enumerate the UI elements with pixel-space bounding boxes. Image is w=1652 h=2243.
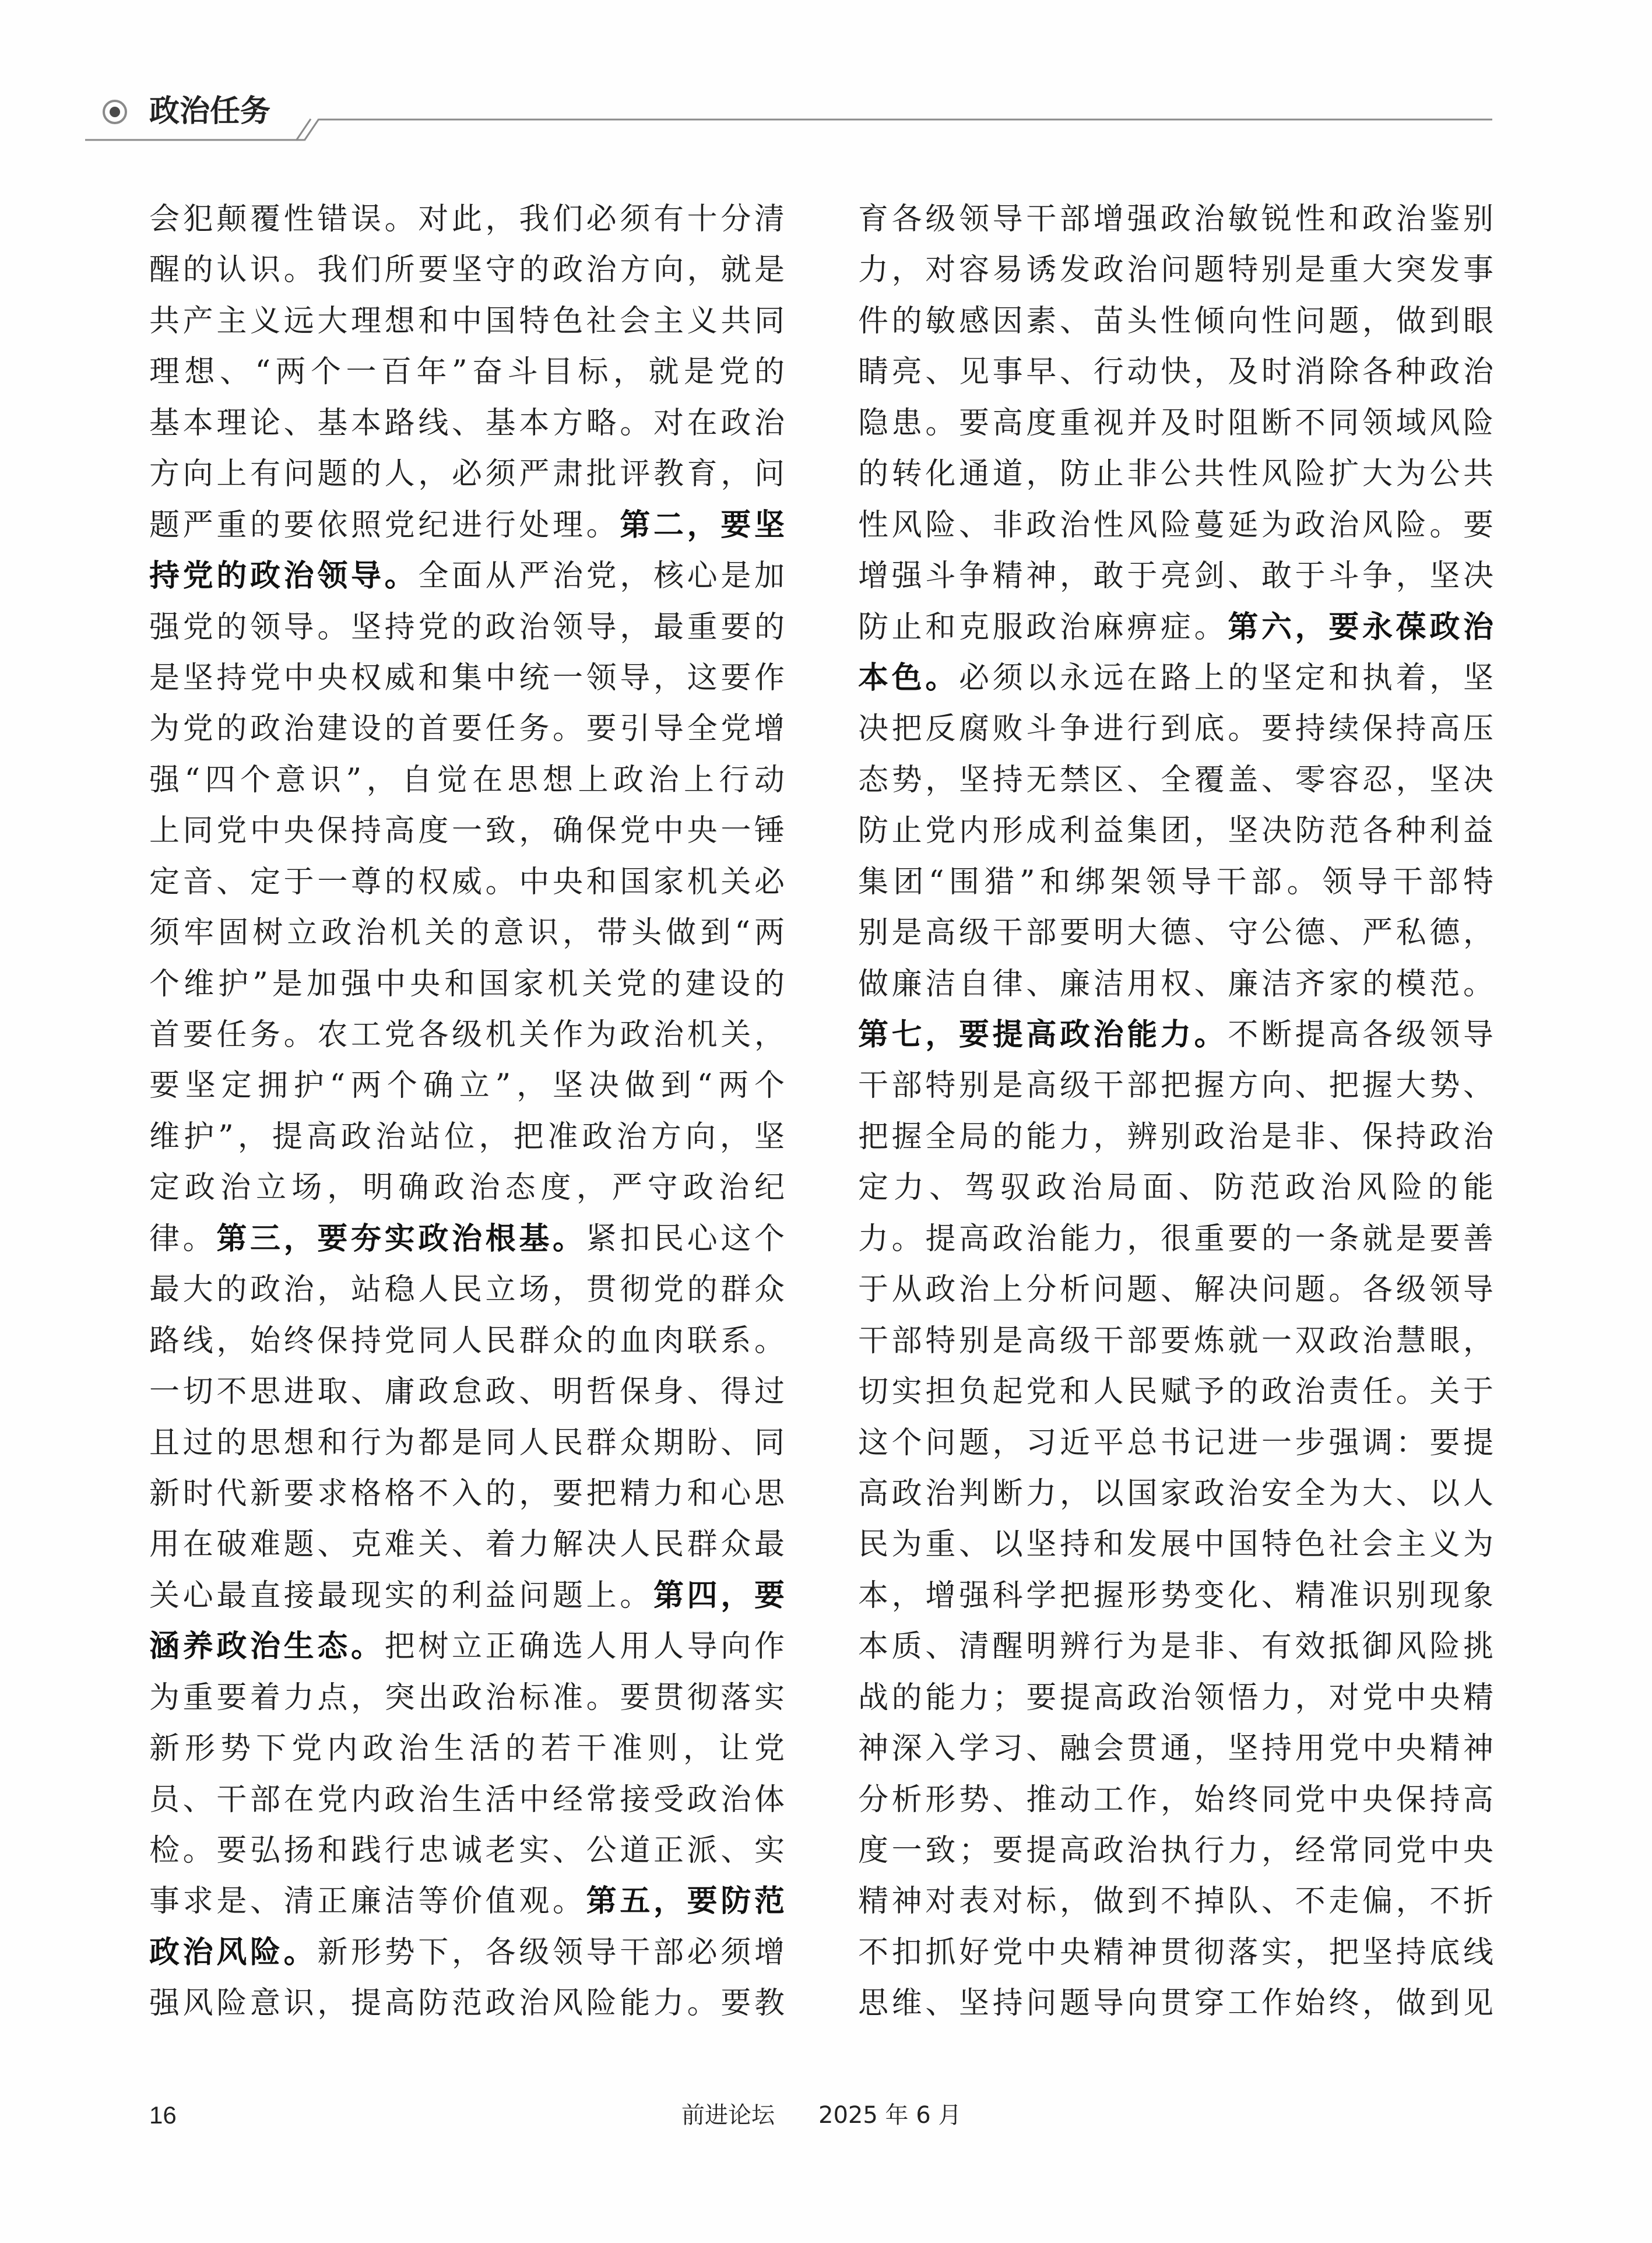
text-line: 育各级领导干部增强政治敏锐性和政治鉴别 bbox=[858, 202, 1493, 237]
text-line: 基本理论、基本路线、基本方略。对在政治 bbox=[149, 405, 785, 441]
text-line: 集团“围猎”和绑架领导干部。领导干部特 bbox=[858, 864, 1493, 900]
text-line: 强党的领导。坚持党的政治领导，最重要的 bbox=[149, 609, 785, 645]
text-run: 紧扣民心这个 bbox=[586, 1221, 785, 1256]
text-line: 干部特别是高级干部把握方向、把握大势、 bbox=[858, 1068, 1493, 1104]
text-line: 决把反腐败斗争进行到底。要持续保持高压 bbox=[858, 711, 1493, 747]
emphasis-heading: 第五，要防范 bbox=[586, 1884, 785, 1919]
text-line bbox=[858, 602, 1493, 653]
text-line: 分析形势、推动工作，始终同党中央保持高 bbox=[858, 1782, 1493, 1817]
text-line: 不扣抓好党中央精神贯彻落实，把坚持底线 bbox=[858, 1935, 1493, 1970]
footer-masthead bbox=[681, 2100, 961, 2131]
text-line: 别是高级干部要明大德、守公德、严私德， bbox=[858, 915, 1493, 951]
text-run: 把树立正确选人用人导向作 bbox=[384, 1629, 785, 1665]
text-line: 定政治立场，明确政治态度，严守政治纪 bbox=[149, 1170, 785, 1206]
text-line: 战的能力；要提高政治领悟力，对党中央精 bbox=[858, 1680, 1493, 1715]
emphasis-heading: 第六，要永葆政治 bbox=[1228, 609, 1493, 645]
header-rule-slash bbox=[296, 119, 311, 141]
text-line: 干部特别是高级干部要炼就一双政治慧眼， bbox=[858, 1323, 1493, 1359]
text-run: 题严重的要依照党纪进行处理。 bbox=[149, 507, 620, 543]
text-line bbox=[149, 1571, 785, 1621]
text-line: 睛亮、见事早、行动快，及时消除各种政治 bbox=[858, 354, 1493, 390]
text-line: 检。要弘扬和践行忠诚老实、公道正派、实 bbox=[149, 1833, 785, 1868]
text-line: 路线，始终保持党同人民群众的血肉联系。 bbox=[149, 1323, 785, 1359]
text-line: 最大的政治，站稳人民立场，贯彻党的群众 bbox=[149, 1272, 785, 1308]
text-run: 必须以永远在路上的坚定和执着，坚 bbox=[959, 660, 1493, 696]
text-line: 增强斗争精神，敢于亮剑、敢于斗争，坚决 bbox=[858, 559, 1493, 594]
issue-date: 2025 年 6 月 bbox=[818, 2102, 962, 2129]
text-line bbox=[149, 1214, 785, 1265]
text-line: 神深入学习、融会贯通，坚持用党中央精神 bbox=[858, 1731, 1493, 1767]
text-run: 不断提高各级领导 bbox=[1228, 1017, 1493, 1052]
text-line bbox=[149, 1621, 785, 1672]
page-number: 16 bbox=[149, 2101, 177, 2129]
text-line: 切实担负起党和人民赋予的政治责任。关于 bbox=[858, 1374, 1493, 1410]
text-line: 强风险意识，提高防范政治风险能力。要教 bbox=[149, 1986, 785, 2021]
text-line: 维护”，提高政治站位，把准政治方向，坚 bbox=[149, 1119, 785, 1154]
emphasis-heading: 涵养政治生态。 bbox=[149, 1629, 385, 1665]
bullet-circle-icon bbox=[103, 100, 127, 124]
text-line: 须牢固树立政治机关的意识，带头做到“两 bbox=[149, 915, 785, 951]
text-run: 律。 bbox=[149, 1221, 217, 1256]
text-line: 高政治判断力，以国家政治安全为大、以人 bbox=[858, 1476, 1493, 1511]
text-line: 共产主义远大理想和中国特色社会主义共同 bbox=[149, 303, 785, 339]
header-rule bbox=[0, 0, 1652, 175]
text-line: 首要任务。农工党各级机关作为政治机关， bbox=[149, 1017, 785, 1052]
emphasis-heading: 第四，要 bbox=[653, 1578, 785, 1613]
text-line: 为党的政治建设的首要任务。要引导全党增 bbox=[149, 711, 785, 747]
text-line: 度一致；要提高政治执行力，经常同党中央 bbox=[858, 1833, 1493, 1868]
text-run: 防止和克服政治麻痹症。 bbox=[858, 609, 1228, 645]
text-line bbox=[149, 1928, 785, 1978]
text-line: 且过的思想和行为都是同人民群众期盼、同 bbox=[149, 1425, 785, 1461]
text-line: 的转化通道，防止非公共性风险扩大为公共 bbox=[858, 457, 1493, 492]
text-line: 理想、“两个一百年”奋斗目标，就是党的 bbox=[149, 354, 785, 390]
text-line bbox=[149, 1876, 785, 1927]
text-line: 态势，坚持无禁区、全覆盖、零容忍，坚决 bbox=[858, 762, 1493, 798]
text-line: 力。提高政治能力，很重要的一条就是要善 bbox=[858, 1221, 1493, 1256]
text-line: 本质、清醒明辨行为是非、有效抵御风险挑 bbox=[858, 1629, 1493, 1665]
text-line: 定力、驾驭政治局面、防范政治风险的能 bbox=[858, 1170, 1493, 1206]
text-line: 强“四个意识”，自觉在思想上政治上行动 bbox=[149, 762, 785, 798]
text-line: 个维护”是加强中央和国家机关党的建设的 bbox=[149, 966, 785, 1002]
text-line: 用在破难题、克难关、着力解决人民群众最 bbox=[149, 1527, 785, 1563]
emphasis-heading: 第三，要夯实政治根基。 bbox=[216, 1221, 586, 1256]
text-line: 防止党内形成利益集团，坚决防范各种利益 bbox=[858, 813, 1493, 849]
text-line: 醒的认识。我们所要坚守的政治方向，就是 bbox=[149, 252, 785, 288]
text-line: 民为重、以坚持和发展中国特色社会主义为 bbox=[858, 1527, 1493, 1563]
text-line bbox=[149, 551, 785, 602]
text-line: 性风险、非政治性风险蔓延为政治风险。要 bbox=[858, 507, 1493, 543]
left-text-column bbox=[149, 194, 785, 2030]
text-line: 于从政治上分析问题、解决问题。各级领导 bbox=[858, 1272, 1493, 1308]
text-line: 思维、坚持问题导向贯穿工作始终，做到见 bbox=[858, 1986, 1493, 2021]
text-line: 精神对表对标，做到不掉队、不走偏，不折 bbox=[858, 1884, 1493, 1919]
text-line: 新时代新要求格格不入的，要把精力和心思 bbox=[149, 1476, 785, 1511]
header-rule-slash bbox=[304, 119, 319, 141]
text-run: 事求是、清正廉洁等价值观。 bbox=[149, 1884, 586, 1919]
text-line: 员、干部在党内政治生活中经常接受政治体 bbox=[149, 1782, 785, 1817]
text-line: 会犯颠覆性错误。对此，我们必须有十分清 bbox=[149, 202, 785, 237]
text-line: 隐患。要高度重视并及时阻断不同领域风险 bbox=[858, 405, 1493, 441]
text-line: 本，增强科学把握形势变化、精准识别现象 bbox=[858, 1578, 1493, 1613]
text-line: 上同党中央保持高度一致，确保党中央一锤 bbox=[149, 813, 785, 849]
text-line: 一切不思进取、庸政怠政、明哲保身、得过 bbox=[149, 1374, 785, 1410]
text-line: 定音、定于一尊的权威。中央和国家机关必 bbox=[149, 864, 785, 900]
text-line bbox=[149, 500, 785, 551]
emphasis-heading: 持党的政治领导。 bbox=[149, 559, 419, 594]
text-line: 做廉洁自律、廉洁用权、廉洁齐家的模范。 bbox=[858, 966, 1493, 1002]
text-line: 这个问题，习近平总书记进一步强调：要提 bbox=[858, 1425, 1493, 1461]
text-line: 新形势下党内政治生活的若干准则，让党 bbox=[149, 1731, 785, 1767]
emphasis-heading: 本色。 bbox=[858, 660, 959, 696]
text-line bbox=[858, 653, 1493, 704]
text-line: 是坚持党中央权威和集中统一领导，这要作 bbox=[149, 660, 785, 696]
publication-name: 前进论坛 bbox=[681, 2102, 775, 2129]
text-line: 为重要着力点，突出政治标准。要贯彻落实 bbox=[149, 1680, 785, 1715]
text-line: 方向上有问题的人，必须严肃批评教育，问 bbox=[149, 457, 785, 492]
text-run: 关心最直接最现实的利益问题上。 bbox=[149, 1578, 653, 1613]
emphasis-heading: 第二，要坚 bbox=[620, 507, 785, 543]
text-line bbox=[858, 1010, 1493, 1061]
emphasis-heading: 政治风险。 bbox=[149, 1935, 318, 1970]
emphasis-heading: 第七，要提高政治能力。 bbox=[858, 1017, 1228, 1052]
right-text-column bbox=[858, 194, 1493, 2030]
text-run: 全面从严治党，核心是加 bbox=[418, 559, 785, 594]
text-run: 新形势下，各级领导干部必须增 bbox=[317, 1935, 785, 1970]
section-title: 政治任务 bbox=[149, 94, 271, 129]
text-line: 把握全局的能力，辨别政治是非、保持政治 bbox=[858, 1119, 1493, 1154]
text-line: 件的敏感因素、苗头性倾向性问题，做到眼 bbox=[858, 303, 1493, 339]
text-line: 力，对容易诱发政治问题特别是重大突发事 bbox=[858, 252, 1493, 288]
text-line: 要坚定拥护“两个确立”，坚决做到“两个 bbox=[149, 1068, 785, 1104]
